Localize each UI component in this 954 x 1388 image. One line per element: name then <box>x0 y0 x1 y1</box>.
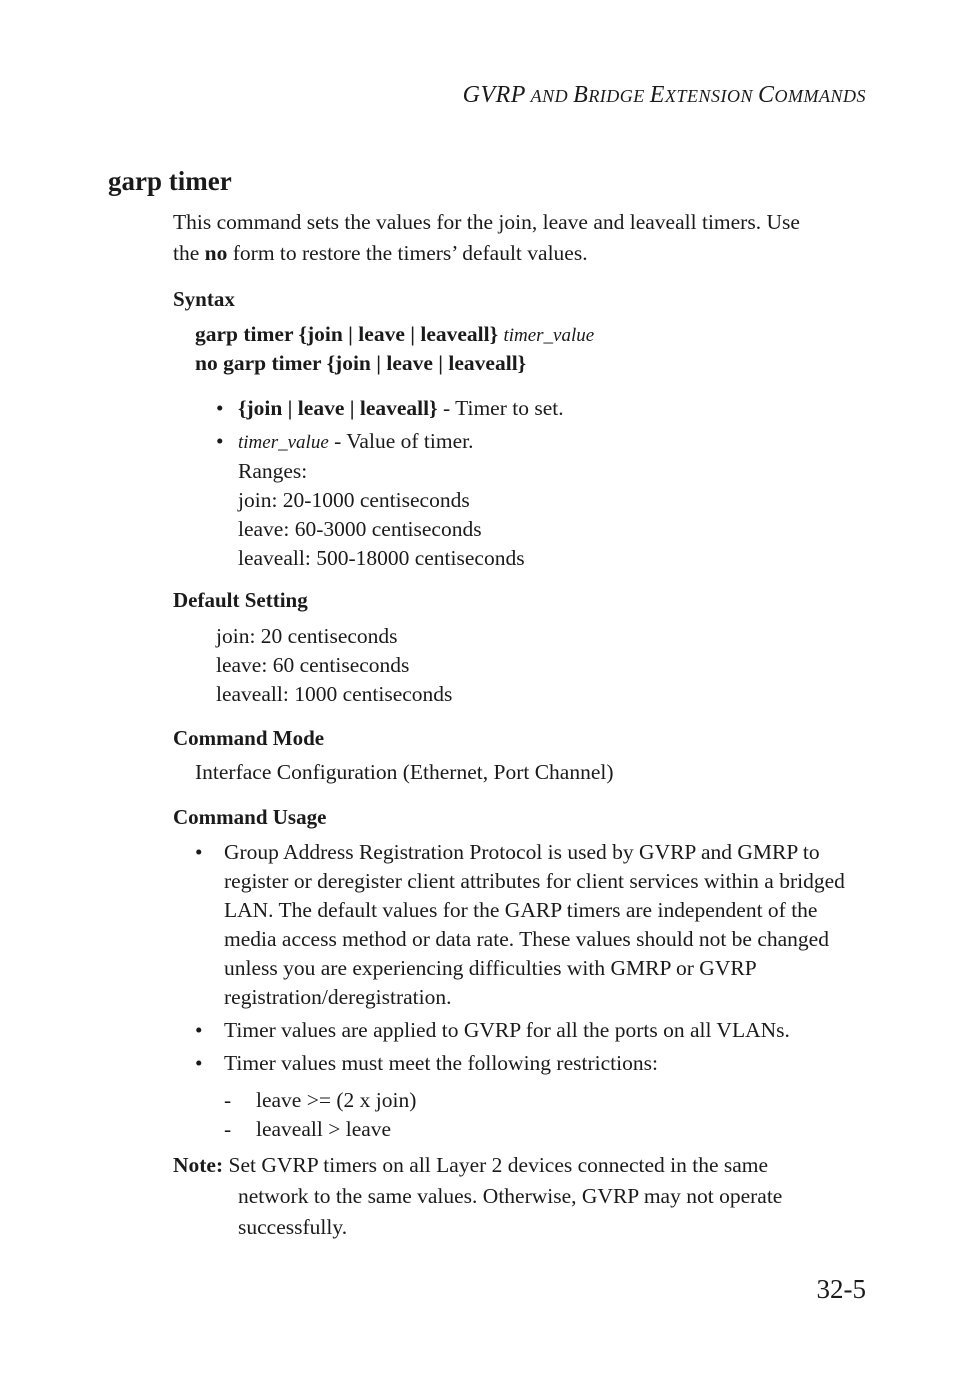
page-number: 32-5 <box>816 1274 866 1304</box>
syntax-line-1 <box>195 322 594 347</box>
command-usage-heading: Command Usage <box>173 805 327 829</box>
list-item <box>195 1016 875 1045</box>
param-desc: - Value of timer. <box>328 429 474 453</box>
range-line: join: 20-1000 centiseconds <box>238 488 470 512</box>
intro-line-1: This command sets the values for the join, leave and leaveall timers. Use <box>173 210 800 234</box>
list-item <box>216 427 564 573</box>
syntax-line-2 <box>195 351 526 376</box>
bullet: • <box>195 1018 203 1042</box>
header-text: G <box>462 82 481 108</box>
header-text: E <box>649 82 665 108</box>
param-name: timer_value <box>238 432 329 453</box>
param-desc: - Timer to set. <box>437 396 564 420</box>
note-text: Set GVRP timers on all Layer 2 devices connected in the same <box>223 1153 769 1177</box>
header-text: RIDGE <box>588 86 650 106</box>
list-item <box>195 1049 875 1078</box>
default-line: leave: 60 centiseconds <box>216 653 410 677</box>
param-text <box>238 427 525 573</box>
restrictions-list <box>224 1086 416 1144</box>
syntax-command: no garp timer <box>195 351 322 375</box>
header-text: OMMANDS <box>774 86 866 106</box>
list-item <box>216 394 564 423</box>
restriction-text: leave >= (2 x join) <box>256 1088 417 1112</box>
list-item <box>224 1115 416 1144</box>
header-text: VRP <box>480 82 526 108</box>
syntax-heading: Syntax <box>173 287 235 311</box>
header-text: C <box>757 82 775 108</box>
bullet: • <box>195 1051 203 1075</box>
syntax-param: timer_value <box>503 325 595 346</box>
usage-text: Group Address Registration Protocol is used by GVRP and GMRP to register or deregister client attributes for client services within a bridged LAN. The default values for the GARP timers are independent of the media access method or data rate. These values should not be changed unless you are experiencing difficulties with GMRP or GVRP registration/deregistration. <box>224 840 845 1009</box>
default-setting-heading: Default Setting <box>173 588 308 612</box>
syntax-options: {join | leave | leaveall} <box>293 322 504 346</box>
running-header <box>463 82 866 109</box>
intro-keyword: no <box>204 241 228 265</box>
bullet: • <box>216 396 224 420</box>
header-text: AND <box>525 86 574 106</box>
syntax-params-list <box>216 394 564 573</box>
note-line-3: successfully. <box>238 1215 348 1239</box>
default-line: join: 20 centiseconds <box>216 624 398 648</box>
usage-text: Timer values are applied to GVRP for all the ports on all VLANs. <box>224 1018 790 1042</box>
command-mode-text: Interface Configuration (Ethernet, Port Channel) <box>195 760 614 784</box>
syntax-command: garp timer <box>195 322 294 346</box>
range-line: Ranges: <box>238 459 308 483</box>
range-line: leave: 60-3000 centiseconds <box>238 517 482 541</box>
syntax-options: {join | leave | leaveall} <box>321 351 527 375</box>
note-line-2: network to the same values. Otherwise, GVRP may not operate <box>238 1184 783 1208</box>
section-title: garp timer <box>108 166 232 196</box>
command-usage-list <box>195 838 875 1082</box>
intro-text: the <box>173 241 205 265</box>
list-item <box>224 1086 416 1115</box>
param-text <box>238 394 564 423</box>
intro-paragraph <box>173 207 800 269</box>
default-line: leaveall: 1000 centiseconds <box>216 682 453 706</box>
dash: - <box>224 1117 232 1141</box>
note-label: Note: <box>173 1153 224 1177</box>
header-text: XTENSION <box>664 86 758 106</box>
restriction-text: leaveall > leave <box>256 1117 392 1141</box>
range-line: leaveall: 500-18000 centiseconds <box>238 546 525 570</box>
note-line-1 <box>173 1150 853 1181</box>
list-item <box>195 838 875 1012</box>
header-text: B <box>573 82 589 108</box>
bullet: • <box>195 840 203 864</box>
intro-text: form to restore the timers’ default values. <box>227 241 588 265</box>
param-name: {join | leave | leaveall} <box>238 396 438 420</box>
usage-text: Timer values must meet the following restrictions: <box>224 1051 658 1075</box>
note <box>173 1150 853 1243</box>
default-setting-values <box>216 622 452 709</box>
dash: - <box>224 1088 232 1112</box>
intro-line-2 <box>173 238 800 269</box>
command-mode-heading: Command Mode <box>173 726 325 750</box>
bullet: • <box>216 429 224 453</box>
